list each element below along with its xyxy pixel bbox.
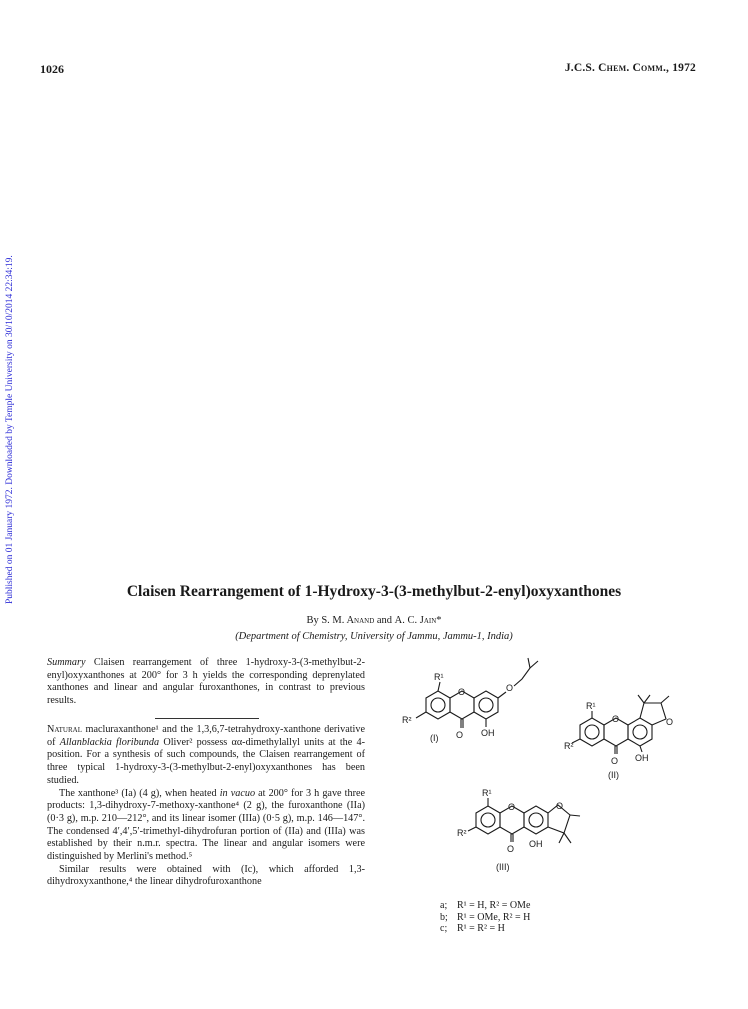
legend-row [440,923,530,935]
label-r2-III: R² [457,828,467,838]
body-text [47,724,365,889]
paragraph-1 [47,724,365,788]
article-title: Claisen Rearrangement of 1-Hydroxy-3-(3-methylbut-2-enyl)oxyxanthones [126,583,622,600]
legend-text: R¹ = OMe, R² = H [457,911,531,923]
label-oh-I: OH [481,728,495,738]
download-note: Published on 01 January 1972. Downloaded by Temple University on 30/10/2014 22:34:19. [5,255,15,604]
p2-start: The xanthone³ (Ia) (4 g), when heated [59,787,220,799]
label-carbonyl-III: O [507,844,515,854]
journal-reference: J.C.S. Chem. Comm., 1972 [564,62,696,74]
label-r1-I: R¹ [434,672,444,682]
affiliation: (Department of Chemistry, University of Jammu, Jammu-1, India) [235,631,513,642]
p2-rest: at 200° for 3 h gave three products: 1,3-dihydroxy-7-methoxy-xanthone⁴ (2 g), the furoxanthone (IIa) (0·3 g), m.p. 210—212°, and its linear isomer (IIIa) (0·5 g), m.p. 146—147°. The condensed 4′,4′,5′-trimethyl-dihydrofuran portion of (IIa) and (IIIa) was established by their n.m.r. spectra. The linear and angular isomers were distinguished by Merlini's method.⁵ [47,787,366,863]
summary-divider [155,718,259,719]
structure-III [468,798,580,843]
label-o-ring-III: O [508,802,516,812]
compound-label-III: (III) [496,862,510,872]
p1-species: Allanblackia floribunda [59,736,160,748]
chemical-scheme [380,655,710,895]
paragraph-2 [47,788,365,864]
label-o-ring-I: O [458,687,466,697]
label-carbonyl-II: O [611,756,619,766]
label-r2-II: R² [564,741,574,751]
summary-label: Summary [47,657,86,668]
authors-and: and [376,615,393,626]
p1-text: macluraxanthone¹ and the 1,3,6,7-tetrahydroxy-xanthone derivative of [47,724,365,748]
p1-end: Oliver² possess αα-dimethylallyl units at the 4-position. For a synthesis of such compounds, the Claisen rearrangement of three typical 1-hydroxy-3-(3-methylbut-2-enyl)oxyxanthones has been studied. [47,736,366,786]
label-oh-II: OH [635,753,649,763]
p2-vacuo: in vacuo [219,787,256,799]
label-carbonyl-I: O [456,730,464,740]
compound-label-II: (II) [608,770,619,780]
structure-III-labels [457,788,563,872]
label-r1-II: R¹ [586,701,596,711]
paragraph-3: Similar results were obtained with (Ic), which afforded 1,3-dihydroxyxanthone,⁴ the linear dihydrofuroxanthone [47,863,365,888]
legend-text: R¹ = H, R² = OMe [457,900,531,911]
label-r2-I: R² [402,715,412,725]
label-o-ring-II: O [612,714,620,724]
structure-II-labels [564,701,673,780]
summary [47,657,365,708]
author-2: A. C. Jain* [394,615,442,626]
structure-I [416,658,538,728]
substituent-legend [440,900,530,935]
authors-by: By [306,615,319,626]
label-furan-o-II: O [666,717,674,727]
article-authors [0,615,748,626]
p1-lead: Natural [47,724,82,735]
author-1: S. M. Anand [321,615,375,626]
page-number: 1026 [40,62,64,76]
label-r1-III: R¹ [482,788,492,798]
legend-key: b; [440,911,448,923]
summary-text: Claisen rearrangement of three 1-hydroxy-3-(3-methylbut-2-enyl)oxyxanthones at 200° for 3 h yields the corresponding deprenylated xanthones and linear and angular furoxanthones, in contrast to previous results. [47,657,366,707]
legend-row [440,912,530,924]
label-furan-o-III: O [556,801,564,811]
legend-key: c; [440,923,448,934]
legend-text: R¹ = R² = H [457,923,505,934]
legend-row [440,900,530,912]
label-ether-o-I: O [506,683,514,693]
legend-key: a; [440,900,448,911]
compound-label-I: (I) [430,733,439,743]
structure-I-labels [402,672,513,743]
label-oh-III: OH [529,839,543,849]
